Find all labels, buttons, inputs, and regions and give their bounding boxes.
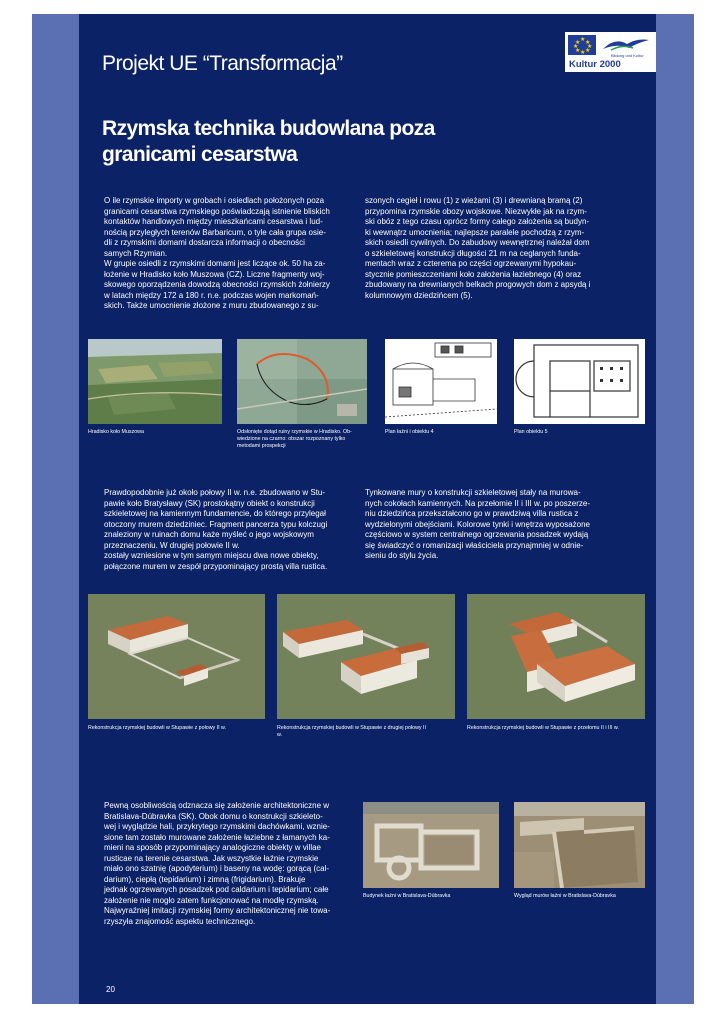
caption-stupava-late: Rekonstrukcja rzymskiej budowli w Stupawie z drugiej połowy II w. [277, 725, 426, 738]
object-5-plan-drawing [514, 339, 645, 424]
intro-right-text: szonych cegieł i rowu (1) z wieżami (3) i drewnianą bramą (2) przypomina rzymskie obozy wojskowe. Niezwykłe jak na rzym- ski obóz z tego czasu oprócz formy całego założenia są budyn- ki wewnątrz umocnienia; najlepsze paralele pochodzą z rzym- skich osiedli cywilnych. Do zabudowy wewnętrznej należał dom o szkieletowej konstrukcji długości 21 m na ceglanych funda- mentach wraz z czterema po części ogrzewanymi hypokau- stycznie pomieszczeniami koło założenia łaziebnego (4) oraz zbudowany na drewnianych belkach progowych dom z apsydą i kolumnowym dziedzińcem (5). [365, 196, 591, 300]
bird-logo-icon [601, 35, 651, 53]
eu-culture-logo [565, 32, 656, 72]
stupava-reconstruction-mid-2nd-century [88, 594, 265, 719]
stupava-reconstruction-late-2nd-century [277, 594, 455, 719]
mid-right-text: Tynkowane mury o konstrukcji szkieletowej stały na murowa- nych cokołach kamiennych. Na przełomie II i III w. po poszerze- niu dziedzińca przekształcono go w prawdziwą villa rustica z wydzielonymi obejściami. Kolorowe tynki i wnętrza wyposażone częściowo w system centralnego ogrzewania posadzek wydają się świadczyć o romanizacji właściciela przynajmniej w odnie- sieniu do stylu życia. [365, 488, 590, 560]
page-number: 20 [106, 985, 115, 994]
hradisko-aerial-photo [88, 339, 222, 424]
stupava-reconstruction-2nd-3rd-century [467, 594, 645, 719]
dubravka-bath-building-photo [363, 802, 499, 888]
main-title: Rzymska technika budowlana poza granicami cesarstwa [102, 117, 435, 166]
project-title: Projekt UE “Transformacja” [102, 52, 343, 75]
eu-flag-icon: ★ ★ ★ ★ ★ ★ ★ ★ [568, 35, 596, 55]
intro-left-text: O ile rzymskie importy w grobach i osiedlach położonych poza granicami cesarstwa rzymskiego poświadczają istnienie bliskich kontaktów handlowych między mieszkańcami cesarstwa i lud- nością przyległych terenów Barbaricum, o tyle cała grupa osie- dli z rzymskimi domami dostarcza informacji o obecności samych Rzymian. W grupie osiedli z rzymskimi domami jest liczące ok. 50 ha za- łożenie w Hradisko koło Muszowa (CZ). Liczne fragmenty woj- skowego oporządzenia dowodzą obecności rzymskich żołnierzy w latach między 172 a 180 r. n.e. podczas wojen markomań- skich. Także umocnienie złożone z muru zbudowanego z su- [104, 196, 330, 310]
caption-hradisko: Hradisko koło Muszowa [88, 429, 144, 435]
logo-bildung-text: Bildung und Kultur [611, 53, 644, 58]
caption-stupava-turn: Rekonstrukcja rzymskiej budowli w Stupawie z przełomu II i III w. [467, 725, 619, 731]
caption-object-5-plan: Plan obiektu 5 [514, 429, 548, 435]
dubravka-bath-walls-photo [514, 802, 645, 888]
caption-hradisko-ruins: Odsłonięte dotąd ruiny rzymskie w Hradisko. Ob- wiedzione na czarno: obszar rozpoznany tylko metodami prospekcji [237, 429, 352, 449]
logo-kultur-text: Kultur 2000 [569, 59, 621, 70]
caption-dubravka-walls: Wygląd murów łaźni w Bratislava-Dúbravka [514, 893, 616, 899]
mid-left-text: Prawdopodobnie już około połowy II w. n.e. zbudowano w Stu- pawie koło Bratysławy (SK) prostokątny obiekt o konstrukcji szkieletowej na kamiennym fundamencie, do którego przylegał otoczony murem dziedziniec. Fragment pancerza typu kolczugi znaleziony w ruinach domu każe myśleć o jego wojskowym przeznaczeniu. W drugiej połowie II w. zostały wzniesione w tym samym miejscu dwa nowe obiekty, połączone murem w zespół przypominający prostą villa rustica. [104, 488, 328, 571]
caption-dubravka-building: Budynek łaźni w Bratislava-Dúbravka [363, 893, 451, 899]
caption-stupava-mid: Rekonstrukcja rzymskiej budowli w Stupawie z połowy II w. [88, 725, 227, 731]
hradisko-ruins-map [237, 339, 367, 424]
bottom-text: Pewną osobliwością odznacza się założenie architektoniczne w Bratislava-Dúbravka (SK). Obok domu o konstrukcji szkieleto- wej i wyglądzie hali, przykrytego rzymskimi dachówkami, wznie- sione tam zostało murowane założenie łaziebne z łamanych ka- mieni na sposób przypominający analogiczne obiekty w villae rusticae na terenie cesarstwa. Jak wszystkie łaźnie rzymskie miało ono szatnię (apodyterium) i baseny na wodę: gorącą (cal- darium), ciepłą (tepidarium) i zimną (frigidarium). Brakuje jednak ogrzewanych posadzek pod caldarium i tepidarium; całe założenie nie mogło zatem funkcjonować na modłę rzymską. Najwyraźniej imitacji rzymskiej formy architektonicznej nie towa- rzyszyła znajomość aspektu technicznego. [104, 801, 331, 926]
bath-plan-drawing [385, 339, 497, 424]
caption-bath-plan: Plan łaźni i obiektu 4 [385, 429, 434, 435]
